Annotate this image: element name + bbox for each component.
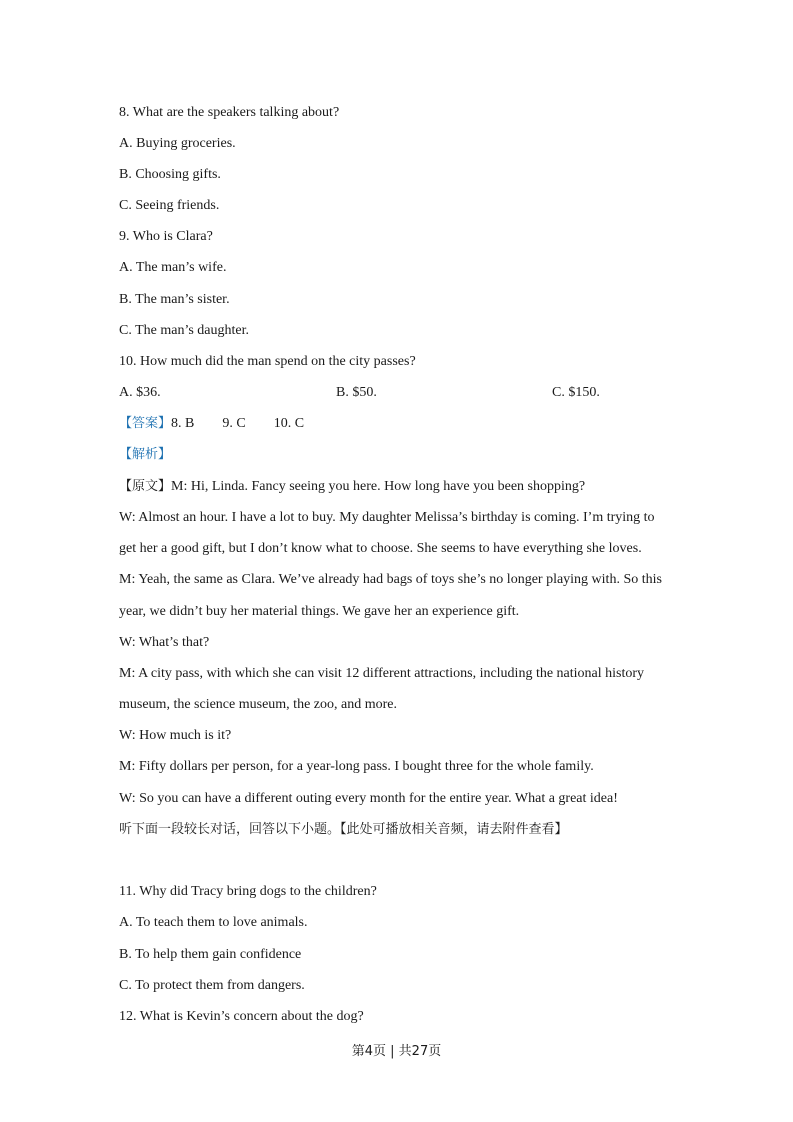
transcript-line <box>119 478 585 496</box>
question-8-option-b: B. Choosing gifts. <box>119 167 221 182</box>
question-10-option-a: A. $36. <box>119 385 161 400</box>
transcript-line: museum, the science museum, the zoo, and more. <box>119 697 397 712</box>
question-12-stem: 12. What is Kevin’s concern about the dog? <box>119 1009 364 1024</box>
transcript-tag: 【原文】 <box>119 479 172 494</box>
transcript-line: W: What’s that? <box>119 635 210 650</box>
answer-10: 10. C <box>273 416 305 431</box>
question-9-stem: 9. Who is Clara? <box>119 229 213 244</box>
answer-tag: 【答案】 <box>119 416 172 431</box>
answer-8: 8. B <box>171 416 195 431</box>
question-10-stem: 10. How much did the man spend on the city passes? <box>119 354 416 369</box>
question-11-option-a: A. To teach them to love animals. <box>119 915 308 930</box>
transcript-line: W: Almost an hour. I have a lot to buy. My daughter Melissa’s birthday is coming. I’m trying to <box>119 510 655 525</box>
question-9-option-a: A. The man’s wife. <box>119 260 227 275</box>
transcript-line: W: So you can have a different outing every month for the entire year. What a great idea! <box>119 791 618 806</box>
answer-line <box>119 415 304 433</box>
answer-9: 9. C <box>222 416 246 431</box>
transcript-line: M: Fifty dollars per person, for a year-long pass. I bought three for the whole family. <box>119 759 594 774</box>
question-10-option-b: B. $50. <box>336 385 377 400</box>
question-11-stem: 11. Why did Tracy bring dogs to the children? <box>119 884 377 899</box>
transcript-text: M: Hi, Linda. Fancy seeing you here. How long have you been shopping? <box>171 479 586 494</box>
transcript-line: W: How much is it? <box>119 728 232 743</box>
page-footer: 第4页 | 共27页 <box>351 1044 442 1059</box>
question-10-option-c: C. $150. <box>552 385 600 400</box>
listening-instruction: 听下面一段较长对话，回答以下小题。【此处可播放相关音频，请去附件查看】 <box>119 822 568 837</box>
question-9-option-b: B. The man’s sister. <box>119 292 230 307</box>
question-11-option-b: B. To help them gain confidence <box>119 947 302 962</box>
question-9-option-c: C. The man’s daughter. <box>119 323 249 338</box>
question-8-option-c: C. Seeing friends. <box>119 198 220 213</box>
question-8-stem: 8. What are the speakers talking about? <box>119 105 340 120</box>
question-8-option-a: A. Buying groceries. <box>119 136 236 151</box>
transcript-line: M: A city pass, with which she can visit 12 different attractions, including the national history <box>119 666 645 681</box>
transcript-line: get her a good gift, but I don’t know what to choose. She seems to have everything she loves. <box>119 541 642 556</box>
transcript-line: M: Yeah, the same as Clara. We’ve already had bags of toys she’s no longer playing with. So this <box>119 572 662 587</box>
transcript-line: year, we didn’t buy her material things. We gave her an experience gift. <box>119 604 520 619</box>
analysis-tag: 【解析】 <box>119 447 172 462</box>
question-11-option-c: C. To protect them from dangers. <box>119 978 305 993</box>
